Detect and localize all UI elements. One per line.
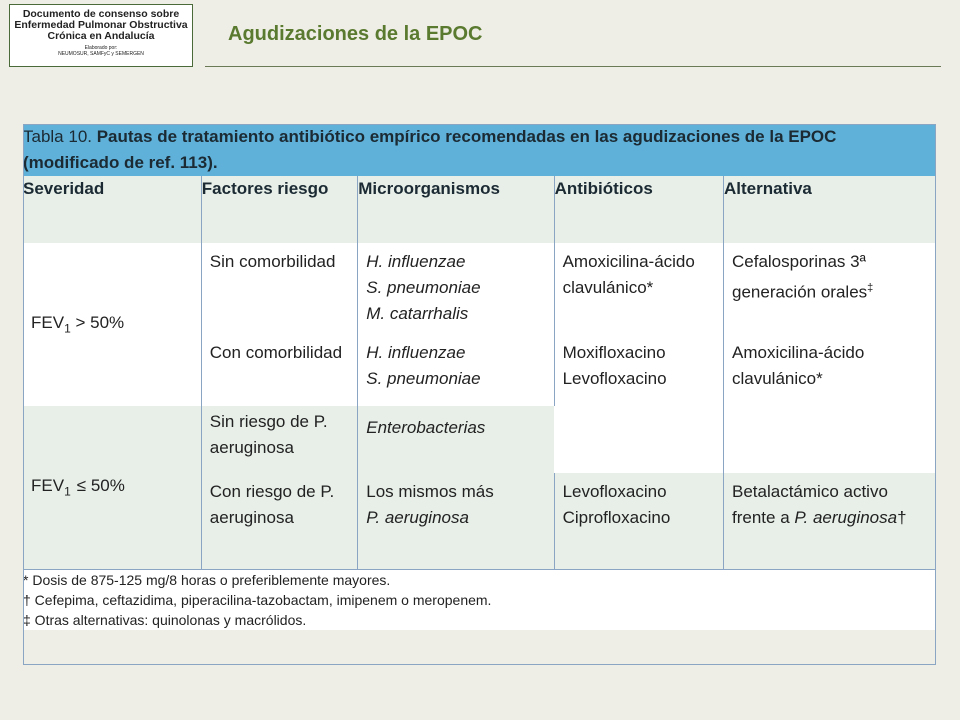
factor-cell xyxy=(201,243,357,340)
factor-cell xyxy=(201,340,357,406)
micro-mismos xyxy=(358,473,553,531)
micro-cell xyxy=(358,340,554,406)
micro-list xyxy=(358,243,553,327)
alt-plain: Betalactámico activo frente a xyxy=(732,482,888,527)
caption-text: Pautas de tratamiento antibiótico empírico recomendadas en las agudizaciones de la EPOC (modificado de ref. 113). xyxy=(23,127,837,172)
severity-sub: 1 xyxy=(64,321,71,336)
severity-label: FEV xyxy=(31,313,65,333)
alt-cell xyxy=(724,473,937,570)
antib-cell xyxy=(554,243,723,340)
antib-cell xyxy=(554,473,723,570)
table-row xyxy=(23,243,936,340)
alt-betalactamico xyxy=(724,473,936,531)
alt-cell xyxy=(724,340,937,473)
severity-fev1-over-50 xyxy=(23,243,201,406)
footnotes-row xyxy=(23,570,936,631)
antib-list xyxy=(555,473,723,531)
micro-item: M. catarrhalis xyxy=(366,304,469,323)
severity-label: FEV xyxy=(31,476,65,496)
antib-cell xyxy=(554,340,723,473)
logo-small-1: Elaborado por: xyxy=(84,45,118,51)
micro-item: H. influenzae xyxy=(366,343,466,362)
header-factores: Factores riesgo xyxy=(201,176,357,243)
micro-enterobacterias: Enterobacterias xyxy=(366,418,486,437)
factor-con-comorbilidad: Con comorbilidad xyxy=(209,343,343,362)
severity-sub: 1 xyxy=(64,484,71,499)
micro-plain: Los mismos más xyxy=(366,482,494,501)
micro-item: H. influenzae xyxy=(366,252,466,271)
alt-text: Cefalosporinas 3ª generación orales xyxy=(732,252,868,302)
micro-cell xyxy=(358,473,554,570)
slide-title: Agudizaciones de la EPOC xyxy=(228,23,483,45)
alt-amoxicilina: Amoxicilina-ácido clavulánico* xyxy=(732,343,865,388)
antibiotic-table xyxy=(23,124,936,630)
severity-fev1-le-50 xyxy=(23,406,201,570)
factor-con-riesgo: Con riesgo de P. aeruginosa xyxy=(209,482,335,527)
antib-item: Moxifloxacino xyxy=(562,343,666,362)
logo-line-3: Crónica en Andalucía xyxy=(47,30,155,42)
antib-item: Levofloxacino xyxy=(562,482,667,501)
footnotes xyxy=(23,570,936,631)
micro-cell xyxy=(358,243,554,340)
micro-cell xyxy=(358,406,554,473)
factor-cell xyxy=(201,406,357,473)
micro-list xyxy=(358,340,553,392)
logo-line-2: Enfermedad Pulmonar Obstructiva xyxy=(14,19,188,31)
header-severidad: Severidad xyxy=(23,176,201,243)
footnote: * Dosis de 875-125 mg/8 horas o preferiblemente mayores. xyxy=(23,572,391,588)
micro-item: S. pneumoniae xyxy=(366,278,481,297)
table-header-row xyxy=(23,176,936,243)
severity-rest: 50% xyxy=(86,476,125,496)
logo-small-2: NEUMOSUR, SAMFyC y SEMERGEN xyxy=(58,51,144,57)
factor-cell xyxy=(201,473,357,570)
antib-item: Levofloxacino xyxy=(562,369,667,388)
caption-prefix: Tabla 10. xyxy=(23,127,92,146)
footnote: † Cefepima, ceftazidima, piperacilina-tazobactam, imipenem o meropenem. xyxy=(23,592,492,608)
footnote: ‡ Otras alternativas: quinolonas y macrólidos. xyxy=(23,612,307,628)
header-antibioticos: Antibióticos xyxy=(554,176,723,243)
consensus-logo xyxy=(9,4,193,67)
alt-sup: ‡ xyxy=(867,282,874,294)
severity-symbol: ≤ xyxy=(76,476,87,496)
micro-item: S. pneumoniae xyxy=(366,369,481,388)
antib-amoxicilina: Amoxicilina-ácido clavulánico* xyxy=(562,252,695,297)
factor-sin-riesgo: Sin riesgo de P. aeruginosa xyxy=(209,412,328,457)
micro-italic: P. aeruginosa xyxy=(366,508,469,527)
antib-item: Ciprofloxacino xyxy=(562,508,671,527)
severity-rest: > 50% xyxy=(70,313,125,333)
antib-list xyxy=(555,340,723,392)
alt-dagger: † xyxy=(897,508,907,527)
logo-line-1: Documento de consenso sobre xyxy=(22,8,180,20)
header-microorganismos: Microorganismos xyxy=(358,176,554,243)
alt-cefalosporinas xyxy=(724,243,936,306)
title-divider xyxy=(205,66,941,67)
factor-sin-comorbilidad: Sin comorbilidad xyxy=(209,252,336,271)
table-caption xyxy=(23,124,936,176)
alt-italic: P. aeruginosa xyxy=(794,508,898,527)
alt-cell xyxy=(724,243,937,340)
header-alternativa: Alternativa xyxy=(724,176,937,243)
